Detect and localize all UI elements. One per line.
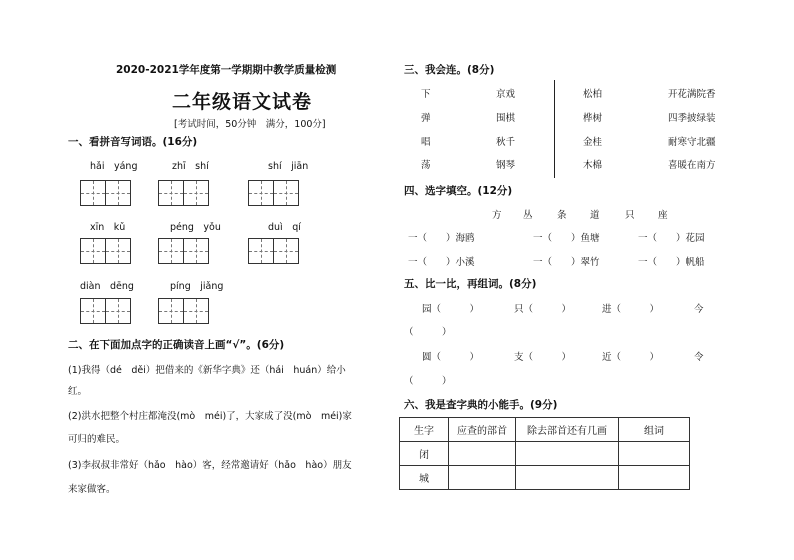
table-row xyxy=(400,442,690,466)
table-header: 组词 xyxy=(619,418,690,442)
table-cell-blank[interactable] xyxy=(619,466,690,490)
question-line: (1)我得（dé děi）把借来的《新华字典》还（hái huán）给小 xyxy=(68,365,346,376)
fill-blank[interactable]: 一（ ）花园 xyxy=(638,233,705,244)
pinyin-label: shí jiān xyxy=(268,161,309,172)
writing-box[interactable] xyxy=(80,238,130,264)
choice-char: 条 xyxy=(557,210,567,221)
divider-line xyxy=(554,80,555,178)
word-blank[interactable]: 近（ ） xyxy=(602,352,660,363)
subject-title: 二年级语文试卷 xyxy=(172,91,313,113)
match-item[interactable]: 唱 xyxy=(421,137,431,148)
choice-char: 座 xyxy=(658,210,668,221)
section3-title: 三、我会连。(8分) xyxy=(404,64,495,76)
section6-title: 六、我是查字典的小能手。(9分) xyxy=(404,399,558,411)
match-item[interactable]: 四季披绿装 xyxy=(668,113,716,124)
question-line: (2)洪水把整个村庄都淹没(mò méi)了，大家成了没(mò méi)家 xyxy=(68,411,352,422)
exam-info: [考试时间，50分钟 满分，100分] xyxy=(174,119,326,130)
section4-title: 四、选字填空。(12分) xyxy=(404,185,513,197)
table-cell-blank[interactable] xyxy=(449,466,516,490)
fill-blank[interactable]: 一（ ）翠竹 xyxy=(533,257,600,268)
table-header: 除去部首还有几画 xyxy=(516,418,619,442)
pinyin-label: péng yǒu xyxy=(170,222,221,233)
pinyin-label: hǎi yáng xyxy=(90,161,138,172)
choice-char: 丛 xyxy=(523,210,533,221)
match-item[interactable]: 弹 xyxy=(421,113,431,124)
match-item[interactable]: 桦树 xyxy=(583,113,603,124)
match-item[interactable]: 京戏 xyxy=(496,89,516,100)
word-char: 令 xyxy=(694,352,704,363)
writing-box[interactable] xyxy=(158,298,208,324)
fill-blank[interactable]: 一（ ）海鸥 xyxy=(408,233,475,244)
exam-title: 2020-2021学年度第一学期期中教学质量检测 xyxy=(116,64,337,76)
table-cell-blank[interactable] xyxy=(516,466,619,490)
match-item[interactable]: 耐寒守北疆 xyxy=(668,137,716,148)
table-cell-blank[interactable] xyxy=(619,442,690,466)
dictionary-table xyxy=(399,417,690,490)
match-item[interactable]: 荡 xyxy=(421,160,431,171)
table-cell-blank[interactable] xyxy=(449,442,516,466)
word-blank[interactable]: （ ） xyxy=(404,376,452,387)
writing-box[interactable] xyxy=(80,298,130,324)
section2-title: 二、在下面加点字的正确读音上画“√”。(6分) xyxy=(68,339,285,351)
match-item[interactable]: 秋千 xyxy=(496,137,516,148)
fill-blank[interactable]: 一（ ）鱼塘 xyxy=(533,233,600,244)
pinyin-label: duì qí xyxy=(268,222,301,233)
word-blank[interactable]: 进（ ） xyxy=(602,304,660,315)
match-item[interactable]: 喜暖在南方 xyxy=(668,160,716,171)
match-item[interactable]: 下 xyxy=(421,89,431,100)
section1-title: 一、看拼音写词语。(16分) xyxy=(68,136,198,148)
word-blank[interactable]: 圆（ ） xyxy=(422,352,480,363)
table-cell: 城 xyxy=(400,466,449,490)
writing-box[interactable] xyxy=(158,180,208,206)
word-blank[interactable]: 园（ ） xyxy=(422,304,480,315)
word-char: 今 xyxy=(694,304,704,315)
table-header: 应查的部首 xyxy=(449,418,516,442)
writing-box[interactable] xyxy=(80,180,130,206)
table-header: 生字 xyxy=(400,418,449,442)
table-cell: 闭 xyxy=(400,442,449,466)
word-blank[interactable]: （ ） xyxy=(404,327,452,338)
word-blank[interactable]: 只（ ） xyxy=(514,304,572,315)
writing-box[interactable] xyxy=(248,238,298,264)
fill-blank[interactable]: 一（ ）帆船 xyxy=(638,257,705,268)
match-item[interactable]: 木棉 xyxy=(583,160,603,171)
table-row xyxy=(400,466,690,490)
section5-title: 五、比一比，再组词。(8分) xyxy=(404,278,537,290)
question-line: 可归的难民。 xyxy=(68,434,126,445)
question-line: 来家做客。 xyxy=(68,484,116,495)
match-item[interactable]: 金桂 xyxy=(583,137,603,148)
writing-box[interactable] xyxy=(158,238,208,264)
pinyin-label: xīn kǔ xyxy=(90,222,126,233)
fill-blank[interactable]: 一（ ）小溪 xyxy=(408,257,475,268)
match-item[interactable]: 钢琴 xyxy=(496,160,516,171)
match-item[interactable]: 开花满院香 xyxy=(668,89,716,100)
pinyin-label: diàn dēng xyxy=(80,281,134,292)
pinyin-label: píng jiǎng xyxy=(170,281,224,292)
choice-char: 道 xyxy=(590,210,600,221)
choice-char: 方 xyxy=(492,210,502,221)
question-line: (3)李叔叔非常好（hǎo hào）客，经常邀请好（hǎo hào）朋友 xyxy=(68,460,352,471)
question-line: 红。 xyxy=(68,386,88,397)
table-cell-blank[interactable] xyxy=(516,442,619,466)
match-item[interactable]: 松柏 xyxy=(583,89,603,100)
choice-char: 只 xyxy=(625,210,635,221)
match-item[interactable]: 围棋 xyxy=(496,113,516,124)
word-blank[interactable]: 支（ ） xyxy=(514,352,572,363)
writing-box[interactable] xyxy=(248,180,298,206)
table-header-row xyxy=(400,418,690,442)
pinyin-label: zhī shí xyxy=(172,161,209,172)
